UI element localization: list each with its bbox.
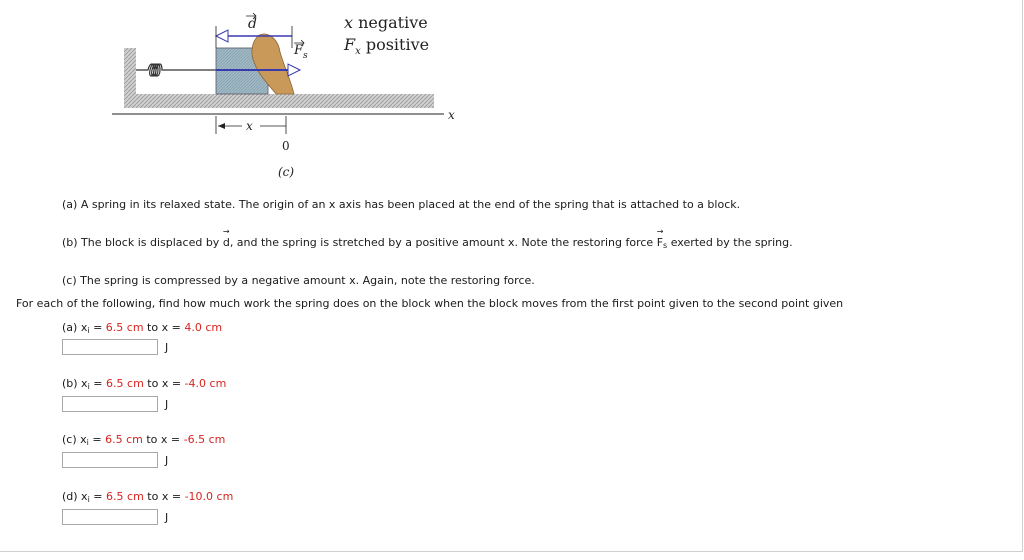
unit-label: J bbox=[165, 341, 169, 354]
para-b-post: exerted by the spring. bbox=[670, 236, 793, 249]
fs-label: F bbox=[294, 43, 304, 58]
spring-block-figure bbox=[108, 8, 468, 184]
note-line2: $F_x$ positive bbox=[344, 35, 430, 57]
answer-input-c[interactable] bbox=[62, 452, 158, 468]
instruction: For each of the following, find how much work the spring does on the block when the block moves from the first point given to the second point given bbox=[16, 297, 844, 310]
fs-arrow-head bbox=[288, 64, 300, 76]
answer-input-a[interactable] bbox=[62, 339, 158, 355]
vector-f: → F bbox=[657, 236, 663, 249]
fs-sub: s bbox=[303, 51, 308, 61]
floor bbox=[124, 94, 434, 108]
spring bbox=[136, 64, 216, 76]
vector-f-sub: s bbox=[663, 241, 668, 250]
para-c: (c) The spring is compressed by a negative amount x. Again, note the restoring force. bbox=[62, 274, 535, 287]
unit-label: J bbox=[165, 398, 169, 411]
x-span-arrowhead bbox=[218, 123, 225, 129]
question-label: (c) $x_i = 6.5$ cm to x = -6.5 cm bbox=[62, 433, 226, 447]
question-label: (d) $x_i = 6.5$ cm to x = -10.0 cm bbox=[62, 490, 234, 504]
answer-input-b[interactable] bbox=[62, 396, 158, 412]
para-b-pre: (b) The block is displaced by bbox=[62, 236, 220, 249]
para-b-mid: , and the spring is stretched by a positive amount x. Note the restoring force bbox=[229, 236, 654, 249]
para-b bbox=[62, 236, 793, 250]
question-label: (a) $x_i = 6.5$ cm to x = 4.0 cm bbox=[62, 321, 223, 335]
question-label: (b) $x_i = 6.5$ cm to x = -4.0 cm bbox=[62, 377, 227, 391]
d-label: d bbox=[248, 16, 257, 32]
para-a: (a) A spring in its relaxed state. The origin of an x axis has been placed at the end of the spring that is attached to a block. bbox=[62, 198, 741, 211]
x-span-label: x bbox=[246, 119, 253, 133]
figure-caption: (c) bbox=[278, 165, 295, 179]
unit-label: J bbox=[165, 511, 169, 524]
unit-label: J bbox=[165, 454, 169, 467]
zero-label: 0 bbox=[282, 139, 290, 153]
vector-d: → d bbox=[223, 236, 230, 249]
d-arrow-head bbox=[216, 30, 228, 42]
answer-input-d[interactable] bbox=[62, 509, 158, 525]
note-line1: x negative bbox=[344, 13, 428, 32]
axis-label: x bbox=[448, 108, 455, 122]
